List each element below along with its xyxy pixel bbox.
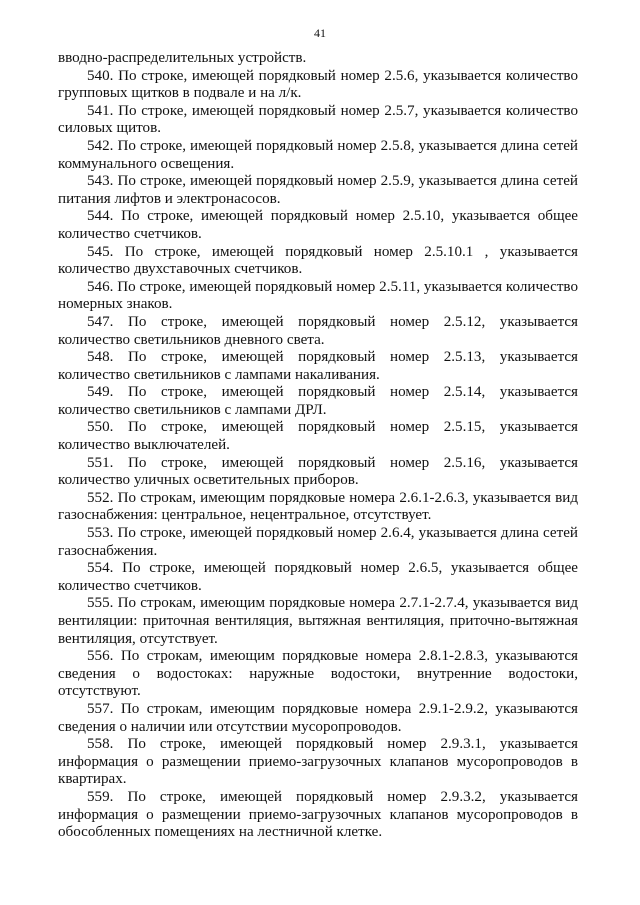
paragraph-552: 552. По строкам, имеющим порядковые номера 2.6.1-2.6.3, указывается вид газоснабжения: центральное, нецентральное, отсутствует. <box>58 489 578 524</box>
paragraph-544: 544. По строке, имеющей порядковый номер 2.5.10, указывается общее количество счетчиков. <box>58 208 578 242</box>
paragraph-557: 557. По строкам, имеющим порядковые номера 2.9.1-2.9.2, указываются сведения о наличии или отсутствии мусоропроводов. <box>58 700 578 735</box>
paragraph-556: 556. По строкам, имеющим порядковые номера 2.8.1-2.8.3, указываются сведения о водостоках: наружные водостоки, внутренние водостоки, отсутствуют. <box>58 648 578 700</box>
paragraph-continuation: вводно-распределительных устройств. <box>58 50 307 66</box>
document-body <box>58 50 578 842</box>
paragraph-555: 555. По строкам, имеющим порядковые номера 2.7.1-2.7.4, указывается вид вентиляции: приточная вентиляция, вытяжная вентиляция, приточно-вытяжная вентиляция, отсутствует. <box>58 595 578 647</box>
paragraph-559: 559. По строке, имеющей порядковый номер 2.9.3.2, указывается информация о размещении приемо-загрузочных клапанов мусоропроводов в обособленных помещениях на лестничной клетке. <box>58 788 578 841</box>
paragraph-553: 553. По строке, имеющей порядковый номер 2.6.4, указывается длина сетей газоснабжения. <box>58 525 578 559</box>
paragraph-543: 543. По строке, имеющей порядковый номер 2.5.9, указывается длина сетей питания лифтов и электронасосов. <box>58 173 578 207</box>
paragraph-546: 546. По строке, имеющей порядковый номер 2.5.11, указывается количество номерных знаков. <box>58 278 578 313</box>
paragraph-558: 558. По строке, имеющей порядковый номер 2.9.3.1, указывается информация о размещении приемо-загрузочных клапанов мусоропроводов в квартирах. <box>58 736 578 788</box>
paragraph-541: 541. По строке, имеющей порядковый номер 2.5.7, указывается количество силовых щитов. <box>58 102 578 137</box>
paragraph-550: 550. По строке, имеющей порядковый номер 2.5.15, указывается количество выключателей. <box>58 419 578 454</box>
paragraph-554: 554. По строке, имеющей порядковый номер 2.6.5, указывается общее количество счетчиков. <box>58 560 578 594</box>
paragraph-542: 542. По строке, имеющей порядковый номер 2.5.8, указывается длина сетей коммунального освещения. <box>58 137 578 172</box>
paragraph-551: 551. По строке, имеющей порядковый номер 2.5.16, указывается количество уличных осветительных приборов. <box>58 454 578 489</box>
paragraph-549: 549. По строке, имеющей порядковый номер 2.5.14, указывается количество светильников с лампами ДРЛ. <box>58 384 578 418</box>
paragraph-547: 547. По строке, имеющей порядковый номер 2.5.12, указывается количество светильников дневного света. <box>58 313 578 348</box>
paragraph-548: 548. По строке, имеющей порядковый номер 2.5.13, указывается количество светильников с лампами накаливания. <box>58 349 578 383</box>
paragraph-540: 540. По строке, имеющей порядковый номер 2.5.6, указывается количество групповых щитков в подвале и на л/к. <box>58 67 578 102</box>
page-number: 41 <box>314 26 326 40</box>
paragraph-545: 545. По строке, имеющей порядковый номер 2.5.10.1 , указывается количество двухставочных счетчиков. <box>58 243 578 278</box>
